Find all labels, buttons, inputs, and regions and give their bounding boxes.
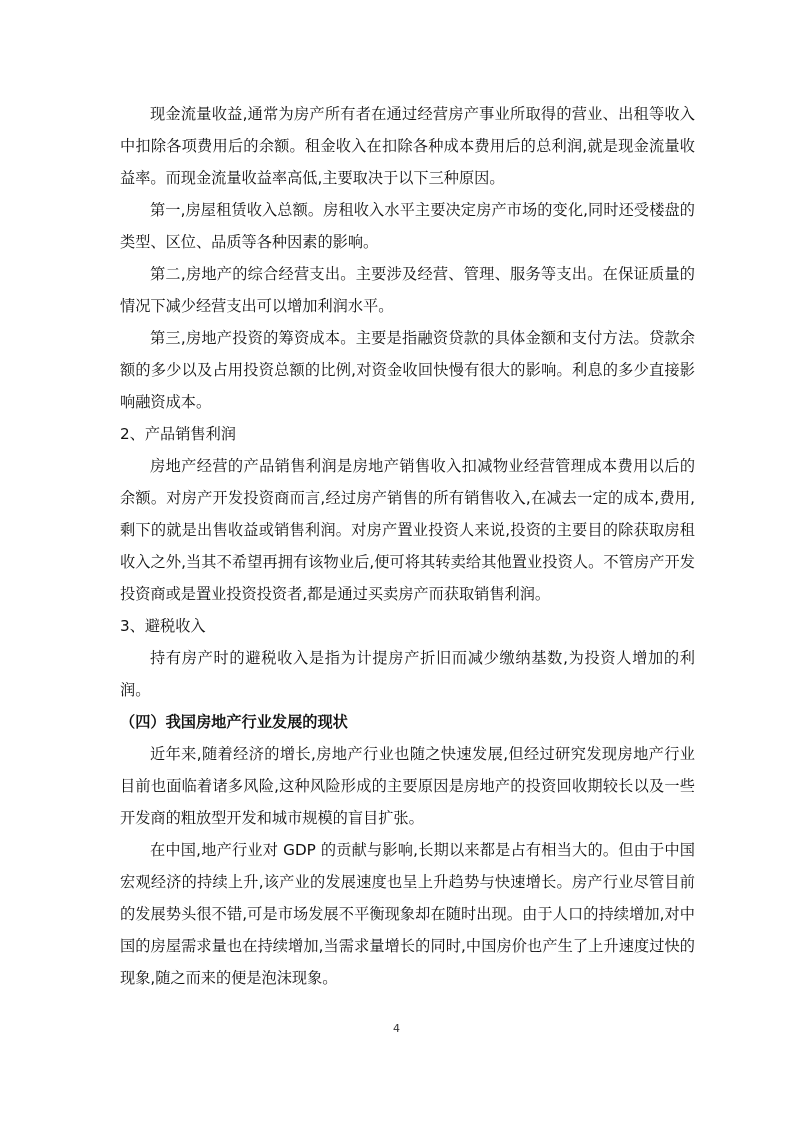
paragraph-industry-risk: 近年来,随着经济的增长,房地产行业也随之快速发展,但经过研究发现房地产行业目前也面临着诸多风险,这种风险形成的主要原因是房地产的投资回收期较长以及一些开发商的粗放型开发和城市规模的盲目扩张。: [120, 745, 695, 827]
paragraph-tax-avoidance: 持有房产时的避税收入是指为计提房产折旧而减少缴纳基数,为投资人增加的利润。: [120, 649, 695, 699]
paragraph-second-factor: 第二,房地产的综合经营支出。主要涉及经营、管理、服务等支出。在保证质量的情况下减少经营支出可以增加利润水平。: [120, 265, 695, 315]
section-heading-industry-status: （四）我国房地产行业发展的现状: [120, 713, 348, 731]
paragraph-sales-profit: 房地产经营的产品销售利润是房地产销售收入扣减物业经营管理成本费用以后的余额。对房产开发投资商而言,经过房产销售的所有销售收入,在减去一定的成本,费用,剩下的就是出售收益或销售利润。对房产置业投资人来说,投资的主要目的除获取房租收入之外,当其不希望再拥有该物业后,便可将其转卖给其他置业投资人。不管房产开发投资商或是置业投资投资者,都是通过买卖房产而获取销售利润。: [120, 457, 695, 603]
paragraph-first-factor: 第一,房屋租赁收入总额。房租收入水平主要决定房产市场的变化,同时还受楼盘的类型、区位、品质等各种因素的影响。: [120, 201, 695, 251]
section-heading-sales-profit: 2、产品销售利润: [120, 425, 236, 443]
paragraph-cash-flow: 现金流量收益,通常为房产所有者在通过经营房产事业所取得的营业、出租等收入中扣除各项费用后的余额。租金收入在扣除各种成本费用后的总利润,就是现金流量收益率。而现金流量收益率高低,主要取决于以下三种原因。: [120, 105, 695, 187]
paragraph-china-gdp: 在中国,地产行业对 GDP 的贡献与影响,长期以来都是占有相当大的。但由于中国宏观经济的持续上升,该产业的发展速度也呈上升趋势与快速增长。房产行业尽管目前的发展势头很不错,可是市场发展不平衡现象却在随时出现。由于人口的持续增加,对中国的房屋需求量也在持续增加,当需求量增长的同时,中国房价也产生了上升速度过快的现象,随之而来的便是泡沫现象。: [120, 841, 695, 987]
page-number: 4: [393, 1022, 400, 1035]
body-text: [120, 98, 695, 994]
paragraph-third-factor: 第三,房地产投资的筹资成本。主要是指融资贷款的具体金额和支付方法。贷款余额的多少以及占用投资总额的比例,对资金收回快慢有很大的影响。利息的多少直接影响融资成本。: [120, 329, 695, 411]
section-heading-tax-avoidance: 3、避税收入: [120, 617, 206, 635]
